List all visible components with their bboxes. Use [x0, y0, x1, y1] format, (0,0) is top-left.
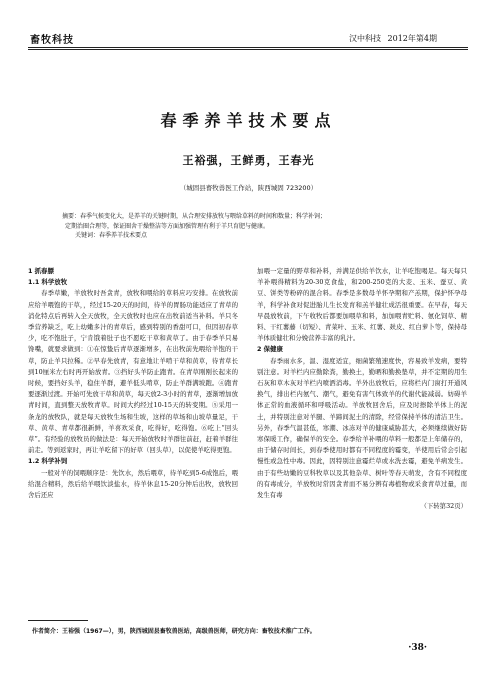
header-rule-thin	[28, 49, 468, 50]
paragraph-feeding: 一般对羊的饲喂顺序是：先饮水，然后喂草，待羊吃到5-6成饱后，喂给混合精料，然后给羊喂饮淡盐水，待羊休息15-20分钟后出牧，放牧回舍后还应	[28, 468, 238, 500]
article-title: 春季养羊技术要点	[160, 111, 337, 130]
article-authors: 王裕强，王鲜勇，王春光	[182, 154, 315, 167]
column-right	[257, 266, 467, 512]
subsection-heading-1-2: 1.2 科学补饲	[28, 457, 68, 466]
journal-issue-info: 汉中科技 2012年第4期	[349, 34, 437, 43]
abstract-line-1: 摘要：春季气候变化大，是养羊的关键时期，从合理安排放牧与喂给草料的时间和数量；科学补饲；	[62, 213, 327, 220]
abstract-block	[62, 212, 437, 241]
paragraph-health: 春季雨水多，温、湿度适宜，细菌繁殖速度快，容易致羊发病，要特别注意。对羊栏内应勤除粪，勤换土，勤晒和勤换垫草，并不定期的用生石灰和草木灰对羊栏内喷洒消毒。羊外出放牧后，应将栏内门窗打开通风换气，排出栏内氨气、潮气，避免有害气体致羊的代谢代能减弱。妨碍羊体正常的血液循环和呼吸活动。羊放牧回舍后，应及时擦除羊体上的泥土，并特别注意对羊腿、羊蹄间泥土的清除，经常保持羊体的清洁卫生。另外，春季气温甚低，寒潮、冰冻对羊的健康威胁甚大，必须继续做好防寒保暖工作，确保羊的安全。春季给羊补喂的草料一般都是上年储存的，由于储存时间长，到春季使用时都有不同程度的霉变，羊使用后常会引起慢性或急性中毒。因此，因特别注意霉烂草或水洗去霉，避免羊病发生。由于有些幼嫩的豆科牧草以及其他杂草、树叶等春天萌发，含有不同程度的有毒成分，羊放牧时常因贪青而不易分辨有毒植物或采食青草过量，而发生有毒	[257, 356, 467, 500]
page-number: ·38·	[408, 643, 427, 653]
subsection-heading-1-1: 1.1 科学放牧	[28, 278, 68, 287]
continued-note: （下转第32页）	[420, 502, 467, 511]
abstract-line-2: 定期治圈合理等，保证圈舍干燥整洁等方面加强管理有利于羊只育肥与健康。	[65, 222, 270, 230]
column-left	[28, 266, 238, 501]
header-rule	[28, 47, 468, 48]
section-heading-1: 1 抓春膘	[28, 267, 54, 275]
journal-section-label: 畜牧科技	[30, 35, 74, 46]
paragraph-grazing: 春季草嫩，羊放牧时吾贪青，放牧和喂给的草料应巧安排。在放牧前应给羊喂饱的干草，，经过15-20天的时间，待羊的胃肠功能适应了青草的消化特点后再转入全天放牧，全天放牧时也应在出牧前适当补料。羊只冬季营养缺乏，吃上幼嫩多汁的青草后，感到特别的香甜可口，但因初春草少，吃不饱肚子，宁肯饿着肚子也不愿吃干草和黄草了。由于春季羊只易馋嘴，就要求做到：①在惊蛰后青草逐渐增多，在出牧前先喂给羊饱的干草，防止羊只拉稀。②早春先放青，有意地让羊啃干草和黄草，待青草长到10厘米左右时再开始放青。③挡好头羊防止跑青。在青草刚刚长起来的时候，要挡好头羊，稳住羊群，避羊低头啃草，防止羊群满坡跑。④跑青要逐渐过渡。开始可先放干草和黄草，每天放2-3小时的青草，逐渐增加放青时间，直到整天放牧青草。时间大约经过10-15天的转变期。⑤采用一条龙的放牧队，就是每天放牧生场和生坡，这样的草场和山坡草量足，干草、黄草、青草都很新鲜，羊喜欢采食，吃得好，吃得饱。⑥吃上“回头草”。有经验的放牧员的做法是：每天开始放牧时羊群往前赶，赶着羊群往前走。等到返家时，再让羊吃留下的好草（回头草），以促使羊吃得更饱。	[28, 289, 238, 455]
paragraph-feeding-cont: 加喂一定量的野草和补料，并满足供给羊饮水，让羊吃饱喝足。每天每只羊补喂得精料为20-30克食盐，和200-250克的大麦、玉米、蚕豆、黄豆、饼类等粉碎的混合料。春季是多数母羊怀孕期和产羔期，保护怀孕母羊，科学补食对促进胎儿生长发育和羔羊健壮成活很重要。在早春，每天早晨放牧前，下午收牧后都要加喂草和料，加加喂青贮料、氨化饲草、精料、干红薯藤（切短）、青菜叶、玉米、红薯、麸皮、红白萝卜等，保持母羊体质健壮和分娩营养丰富的乳汁。	[257, 267, 467, 343]
keywords-line: 关键词：春季养羊技术要点	[75, 232, 148, 239]
section-heading-2: 2 保健康	[257, 345, 283, 354]
author-footnote: 作者简介：王裕强（1967—），男，陕西城固县畜牧兽医站，高级兽医师，研究方向：畜牧技术推广工作。	[32, 628, 316, 635]
author-affiliation: （城固县畜牧兽医工作站，陕西城固 723200）	[179, 184, 318, 192]
footnote-rule	[28, 620, 88, 621]
